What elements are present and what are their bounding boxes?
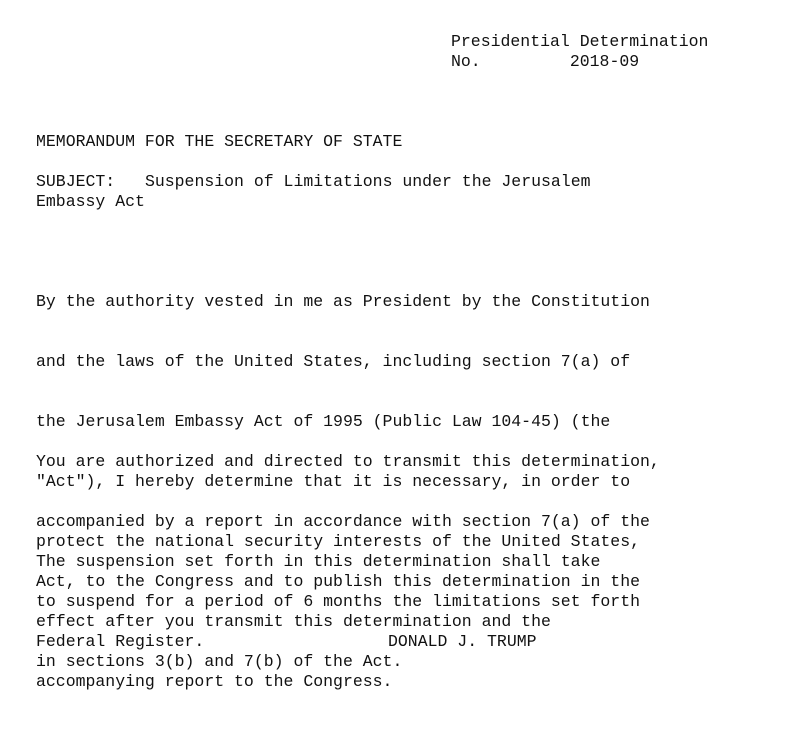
memo-addressee: MEMORANDUM FOR THE SECRETARY OF STATE [36,132,403,151]
paragraph-line: accompanying report to the Congress. [36,672,393,691]
body-paragraph-3 [36,512,600,732]
signature-name: DONALD J. TRUMP [388,632,537,651]
paragraph-line: Act, to the Congress and to publish this determination in the [36,572,640,591]
paragraph-line: effect after you transmit this determination and the [36,612,551,631]
subject-text-line2: Embassy Act [36,192,145,211]
determination-number-line [451,52,639,72]
paragraph-line: Federal Register. [36,632,205,651]
determination-number-label: No. [451,52,481,71]
subject-label: SUBJECT: [36,172,116,191]
paragraph-line: in sections 3(b) and 7(b) of the Act. [36,652,403,671]
paragraph-line: The suspension set forth in this determination shall take [36,552,601,571]
paragraph-line: and the laws of the United States, including section 7(a) of [36,352,631,371]
subject-text-line1: Suspension of Limitations under the Jerusalem [144,172,591,191]
memo-subject-line [36,172,591,192]
determination-title: Presidential Determination [451,32,709,51]
paragraph-line: to suspend for a period of 6 months the limitations set forth [36,592,640,611]
paragraph-line: the Jerusalem Embassy Act of 1995 (Public Law 104-45) (the [36,412,611,431]
determination-number: 2018-09 [569,52,640,71]
paragraph-line: You are authorized and directed to transmit this determination, [36,452,660,471]
paragraph-line: By the authority vested in me as President by the Constitution [36,292,650,311]
paragraph-line: "Act"), I hereby determine that it is necessary, in order to [36,472,631,491]
paragraph-line: protect the national security interests of the United States, [36,532,640,551]
paragraph-line: accompanied by a report in accordance with section 7(a) of the [36,512,650,531]
